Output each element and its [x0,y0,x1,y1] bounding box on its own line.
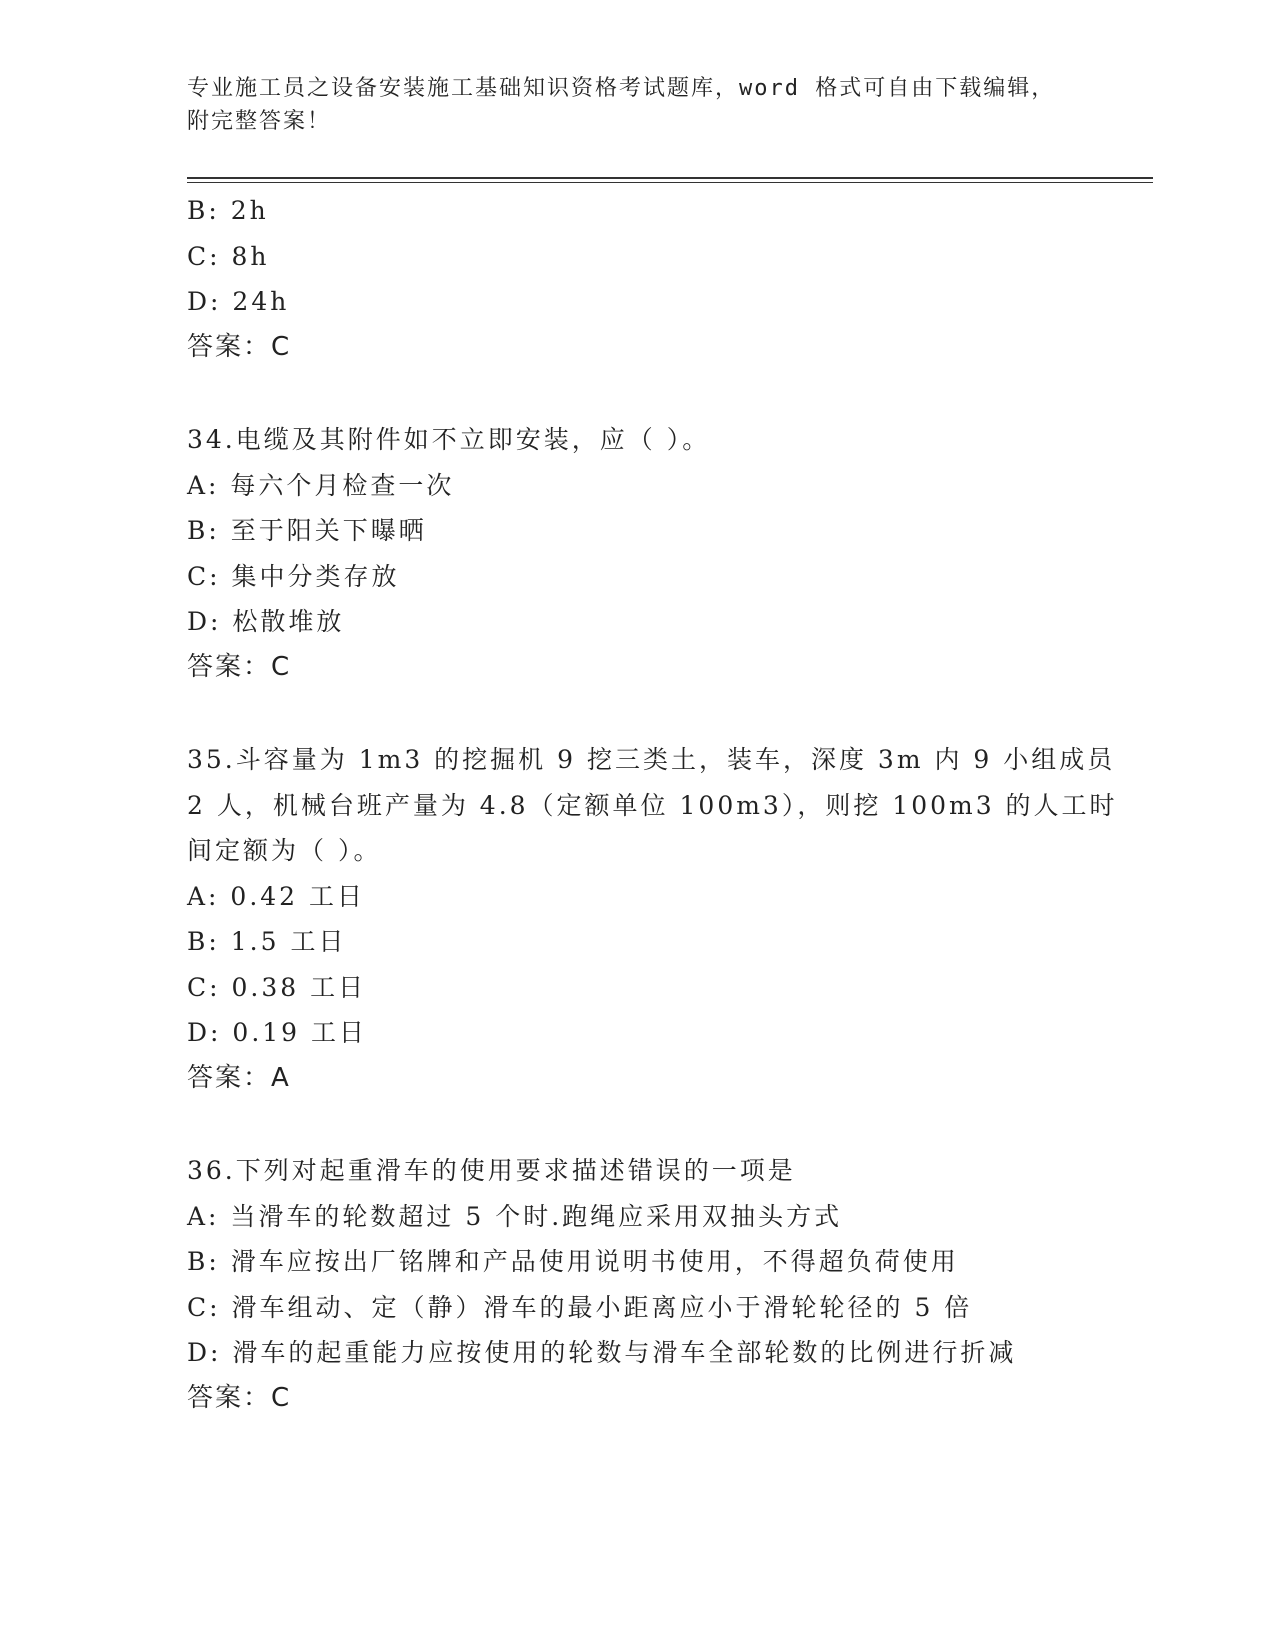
header-line-1: 专业施工员之设备安装施工基础知识资格考试题库，word 格式可自由下载编辑， [187,76,1056,101]
answer-line: 答案：C [187,1382,292,1413]
document-header [187,72,1147,138]
question-stem: 36.下列对起重滑车的使用要求描述错误的一项是 [187,1156,796,1185]
answer-line: 答案：C [187,331,292,362]
option-c: C: 8h [187,241,270,271]
question-34 [187,417,1147,690]
option-d: D: 松散堆放 [187,607,345,636]
answer-line: 答案：C [187,651,292,682]
option-d: D: 24h [187,287,290,316]
question-33-tail [187,188,1147,370]
question-stem: 35.斗容量为 1m3 的挖掘机 9 挖三类土，装车，深度 3m 内 9 小组成员 [187,745,1116,774]
option-b: B: 1.5 工日 [187,927,347,956]
question-36 [187,1148,1147,1421]
option-d: D: 0.19 工日 [187,1018,368,1047]
option-c: C: 集中分类存放 [187,561,400,591]
header-rule-thick [187,177,1153,179]
option-a: A: 当滑车的轮数超过 5 个时.跑绳应采用双抽头方式 [187,1201,843,1231]
option-c: C: 滑车组动、定（静）滑车的最小距离应小于滑轮轮径的 5 倍 [187,1292,973,1322]
option-c: C: 0.38 工日 [187,972,367,1002]
question-35 [187,737,1147,1101]
question-stem: 2 人，机械台班产量为 4.8（定额单位 100m3），则挖 100m3 的人工时 [187,790,1118,820]
header-line-2: 附完整答案！ [187,109,332,134]
header-rule-thin [187,182,1153,183]
option-a: A: 0.42 工日 [187,881,366,911]
question-list [187,188,1147,1421]
question-stem: 34.电缆及其附件如不立即安装，应（ ）。 [187,425,711,454]
option-d: D: 滑车的起重能力应按使用的轮数与滑车全部轮数的比例进行折减 [187,1338,1017,1367]
option-b: B: 滑车应按出厂铭牌和产品使用说明书使用，不得超负荷使用 [187,1247,959,1276]
option-b: B: 至于阳关下曝晒 [187,516,427,545]
answer-line: 答案：A [187,1062,291,1093]
question-stem: 间定额为（ ）。 [187,836,382,865]
option-a: A: 每六个月检查一次 [187,470,455,500]
option-b: B: 2h [187,196,269,225]
